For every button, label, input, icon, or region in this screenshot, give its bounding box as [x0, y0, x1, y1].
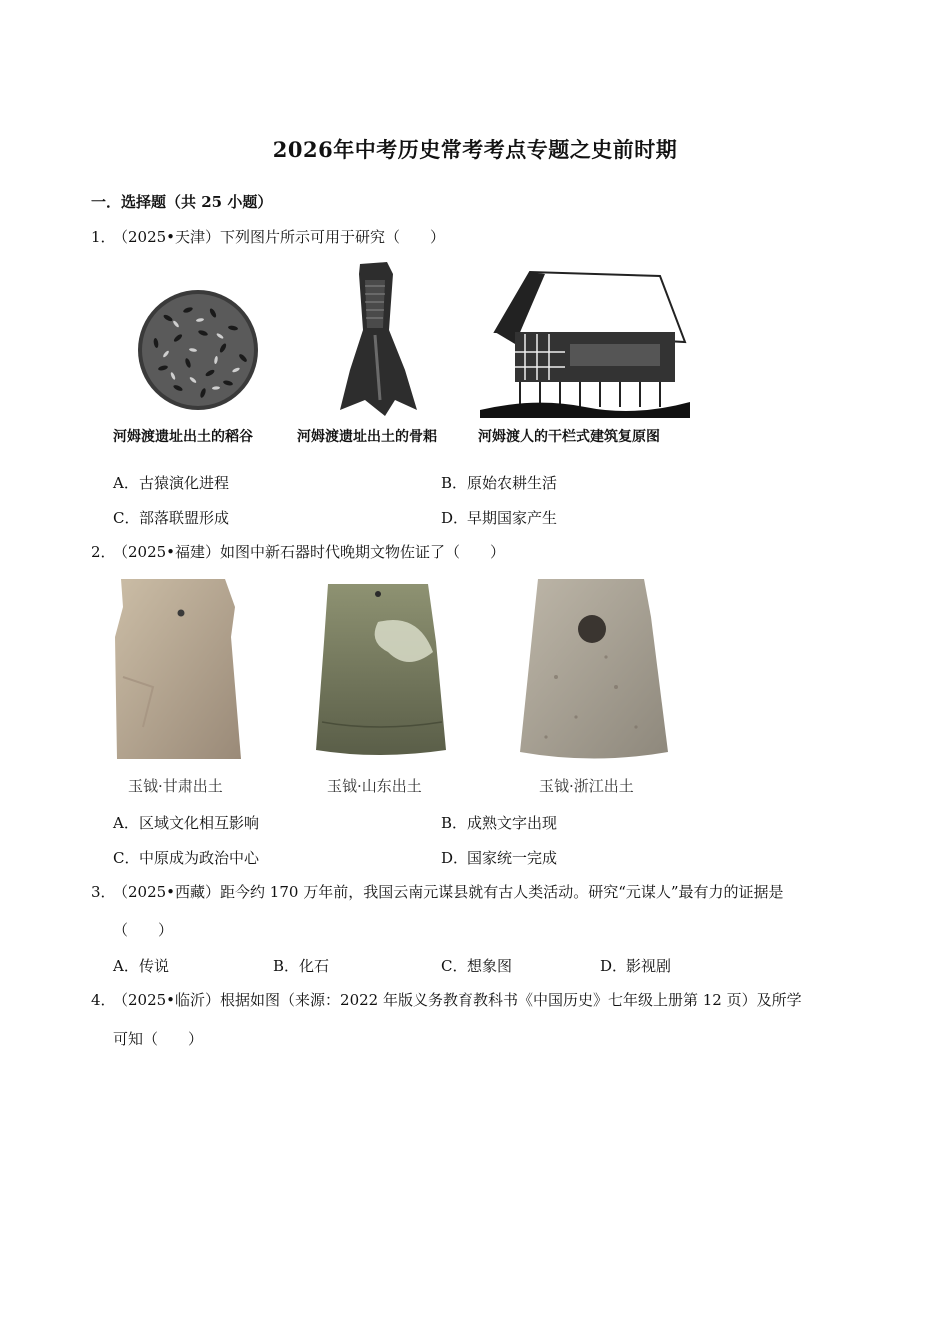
question-number: 4．	[91, 991, 116, 1009]
page-title: 2026年中考历史常考考点专题之史前时期	[272, 137, 678, 162]
figure-caption: 玉钺·山东出土	[327, 777, 422, 795]
option-a[interactable]: A．古猿演化进程	[113, 474, 230, 492]
question-1-stem	[91, 227, 445, 247]
option-c[interactable]: C．想象图	[441, 957, 513, 975]
question-text: （2025•临沂）根据如图（来源：2022 年版义务教育教科书《中国历史》七年级上册第 12 页）及所学	[113, 991, 802, 1009]
option-a[interactable]: A．区域文化相互影响	[113, 814, 260, 832]
question-number: 1．	[91, 228, 116, 246]
question-3-stem	[91, 882, 871, 902]
option-b[interactable]: B．原始农耕生活	[441, 474, 558, 492]
question-text: （2025•西藏）距今约 170 万年前，我国云南元谋县就有古人类活动。研究“元谋人”最有力的证据是	[113, 883, 784, 901]
option-c[interactable]: C．部落联盟形成	[113, 509, 230, 527]
question-text: （2025•天津）下列图片所示可用于研究（ ）	[113, 228, 446, 246]
stilt-house-image	[475, 262, 695, 420]
figure-caption: 河姆渡人的干栏式建筑复原图	[478, 429, 660, 445]
jade-axe-shandong-image	[308, 582, 453, 762]
question-number: 3．	[91, 883, 116, 901]
question-text: （2025•福建）如图中新石器时代晚期文物佐证了（ ）	[113, 543, 506, 561]
question-2-stem	[91, 542, 505, 562]
option-d[interactable]: D．国家统一完成	[441, 849, 558, 867]
option-b[interactable]: B．成熟文字出现	[441, 814, 558, 832]
jade-axe-zhejiang-image	[516, 577, 671, 767]
section-heading: 一．选择题（共 25 小题）	[91, 193, 273, 211]
figure-caption: 玉钺·浙江出土	[539, 777, 634, 795]
question-4-stem	[91, 990, 871, 1010]
option-d[interactable]: D．影视剧	[600, 957, 672, 975]
figure-caption: 河姆渡遗址出土的骨耜	[297, 429, 437, 445]
rice-grains-image	[118, 288, 278, 418]
option-c[interactable]: C．中原成为政治中心	[113, 849, 260, 867]
option-a[interactable]: A．传说	[113, 957, 170, 975]
bone-spade-image	[325, 260, 435, 420]
jade-axe-gansu-image	[113, 577, 248, 767]
option-d[interactable]: D．早期国家产生	[441, 509, 558, 527]
option-b[interactable]: B．化石	[273, 957, 330, 975]
question-4-stem-continued: 可知（ ）	[113, 1030, 204, 1048]
question-number: 2．	[91, 543, 116, 561]
question-3-stem-continued: （ ）	[113, 921, 174, 939]
figure-caption: 玉钺·甘肃出土	[128, 777, 223, 795]
figure-caption: 河姆渡遗址出土的稻谷	[113, 429, 253, 445]
